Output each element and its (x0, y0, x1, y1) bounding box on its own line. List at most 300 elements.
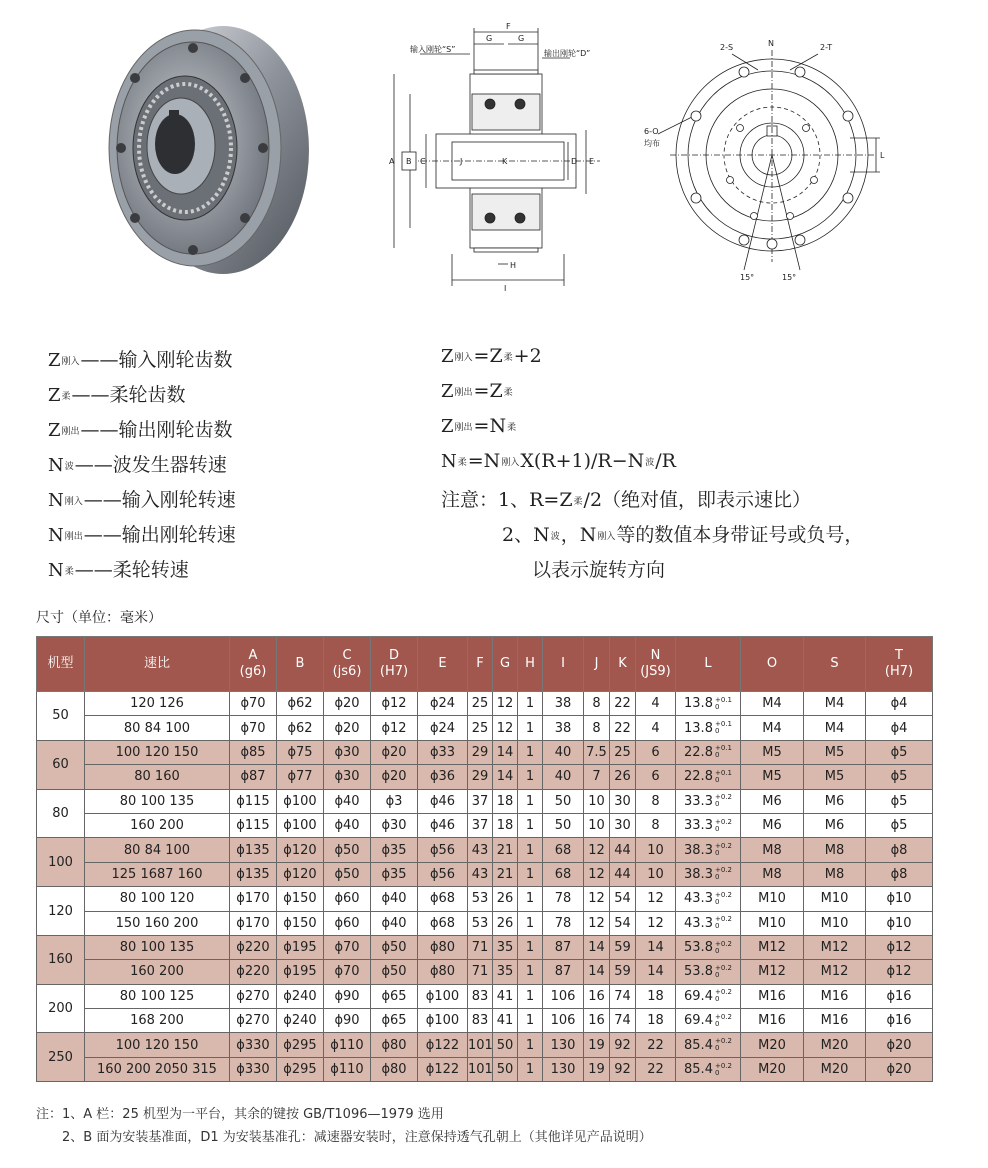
cell-h: 1 (518, 813, 543, 837)
cell-n: 12 (636, 911, 676, 935)
legend-subscript: 柔 (61, 392, 71, 402)
cell-a: ϕ115 (230, 789, 277, 813)
legend-item (48, 555, 189, 582)
cell-t: ϕ8 (866, 862, 933, 886)
cell-j: 7.5 (584, 740, 610, 764)
cell-t: ϕ5 (866, 789, 933, 813)
cell-f: 43 (468, 862, 493, 886)
cell-b: ϕ240 (277, 984, 324, 1008)
table-row (37, 960, 933, 984)
dim-label-b: B (406, 157, 412, 166)
formula-1: Z刚入=Z柔+2 (441, 345, 542, 367)
cell-d: ϕ50 (371, 960, 418, 984)
cell-n: 4 (636, 692, 676, 716)
cell-i: 68 (543, 862, 584, 886)
cell-b: ϕ120 (277, 838, 324, 862)
ratio-cell: 150 160 200 (85, 911, 230, 935)
cell-b: ϕ62 (277, 692, 324, 716)
legend-text: ——波发生器转速 (74, 454, 227, 476)
ratio-cell: 80 100 135 (85, 935, 230, 959)
cell-o: M12 (741, 935, 804, 959)
cell-c: ϕ30 (324, 740, 371, 764)
cell-s: M8 (804, 838, 866, 862)
model-cell: 80 (37, 789, 85, 838)
cell-e: ϕ24 (418, 716, 468, 740)
legend-item (48, 520, 236, 547)
cell-d: ϕ35 (371, 862, 418, 886)
cell-l: 69.4 +0.2 0 (676, 984, 741, 1008)
cell-c: ϕ110 (324, 1033, 371, 1057)
cell-e: ϕ46 (418, 813, 468, 837)
table-row (37, 838, 933, 862)
cell-d: ϕ3 (371, 789, 418, 813)
cell-k: 22 (610, 716, 636, 740)
cell-a: ϕ70 (230, 692, 277, 716)
section-drawing (390, 18, 610, 300)
cell-e: ϕ100 (418, 1009, 468, 1033)
cell-j: 8 (584, 716, 610, 740)
legend-subscript: 波 (64, 462, 74, 472)
cell-f: 71 (468, 960, 493, 984)
cell-j: 12 (584, 838, 610, 862)
cell-f: 83 (468, 984, 493, 1008)
cell-i: 50 (543, 813, 584, 837)
column-header: 速比 (85, 637, 230, 692)
cell-l: 13.8 +0.1 0 (676, 692, 741, 716)
cell-i: 87 (543, 960, 584, 984)
column-header: C (js6) (324, 637, 371, 692)
cell-o: M20 (741, 1033, 804, 1057)
cell-k: 59 (610, 960, 636, 984)
cell-b: ϕ150 (277, 887, 324, 911)
cell-l: 69.4 +0.2 0 (676, 1009, 741, 1033)
cell-b: ϕ75 (277, 740, 324, 764)
formula-3: Z刚出=N柔 (441, 415, 517, 437)
legend-symbol: N (48, 455, 64, 476)
cell-n: 22 (636, 1057, 676, 1081)
cell-f: 43 (468, 838, 493, 862)
cell-k: 26 (610, 765, 636, 789)
legend-subscript: 柔 (64, 567, 74, 577)
dim-label-k: K (502, 157, 508, 166)
cell-i: 106 (543, 1009, 584, 1033)
cell-k: 92 (610, 1057, 636, 1081)
legend-subscript: 刚出 (61, 427, 80, 437)
cell-s: M4 (804, 716, 866, 740)
cell-e: ϕ122 (418, 1057, 468, 1081)
column-header: G (493, 637, 518, 692)
cell-s: M10 (804, 887, 866, 911)
cell-k: 30 (610, 789, 636, 813)
cell-g: 14 (493, 765, 518, 789)
cell-d: ϕ65 (371, 1009, 418, 1033)
cell-b: ϕ100 (277, 789, 324, 813)
column-header: I (543, 637, 584, 692)
cell-c: ϕ40 (324, 813, 371, 837)
cell-n: 14 (636, 960, 676, 984)
cell-g: 12 (493, 716, 518, 740)
legend-text: ——输出刚轮齿数 (80, 419, 233, 441)
legend-symbol: Z (48, 385, 61, 406)
cell-o: M20 (741, 1057, 804, 1081)
label-evenly: 均布 (644, 139, 660, 148)
cell-f: 71 (468, 935, 493, 959)
cell-d: ϕ80 (371, 1057, 418, 1081)
column-header: L (676, 637, 741, 692)
cell-d: ϕ12 (371, 716, 418, 740)
cell-n: 6 (636, 740, 676, 764)
cell-c: ϕ70 (324, 960, 371, 984)
cell-j: 16 (584, 984, 610, 1008)
cell-s: M6 (804, 789, 866, 813)
cell-e: ϕ80 (418, 960, 468, 984)
cell-n: 6 (636, 765, 676, 789)
ratio-cell: 160 200 2050 315 (85, 1057, 230, 1081)
cell-i: 40 (543, 740, 584, 764)
column-header: F (468, 637, 493, 692)
note-2: 2、N波，N刚入等的数值本身带证号或负号， (502, 524, 864, 546)
cell-c: ϕ50 (324, 838, 371, 862)
column-header: B (277, 637, 324, 692)
label-output-ring: 输出刚轮“D” (544, 49, 591, 58)
cell-e: ϕ56 (418, 838, 468, 862)
cell-f: 29 (468, 765, 493, 789)
cell-i: 106 (543, 984, 584, 1008)
cell-l: 22.8 +0.1 0 (676, 765, 741, 789)
ratio-cell: 80 84 100 (85, 838, 230, 862)
cell-k: 54 (610, 887, 636, 911)
cell-c: ϕ50 (324, 862, 371, 886)
cell-g: 26 (493, 911, 518, 935)
cell-f: 53 (468, 887, 493, 911)
cell-f: 53 (468, 911, 493, 935)
cell-j: 12 (584, 862, 610, 886)
cell-a: ϕ85 (230, 740, 277, 764)
cell-a: ϕ270 (230, 984, 277, 1008)
note-1: 注意：1、R=Z柔/2（绝对值，即表示速比） (441, 489, 812, 511)
legend-text: ——输出刚轮转速 (83, 524, 236, 546)
ratio-cell: 80 84 100 (85, 716, 230, 740)
dim-label-a: A (389, 157, 395, 166)
dim-label-j: J (460, 157, 463, 166)
cell-t: ϕ8 (866, 838, 933, 862)
ratio-cell: 80 100 135 (85, 789, 230, 813)
cell-a: ϕ220 (230, 960, 277, 984)
cell-h: 1 (518, 716, 543, 740)
cell-g: 21 (493, 862, 518, 886)
cell-e: ϕ46 (418, 789, 468, 813)
table-row (37, 887, 933, 911)
cell-o: M8 (741, 862, 804, 886)
cell-a: ϕ115 (230, 813, 277, 837)
cell-g: 18 (493, 789, 518, 813)
cell-i: 130 (543, 1057, 584, 1081)
table-row (37, 692, 933, 716)
cell-n: 4 (636, 716, 676, 740)
cell-d: ϕ20 (371, 740, 418, 764)
cell-k: 54 (610, 911, 636, 935)
legend-symbol: Z (48, 420, 61, 441)
cell-s: M5 (804, 765, 866, 789)
cell-e: ϕ68 (418, 911, 468, 935)
table-row (37, 765, 933, 789)
cell-n: 18 (636, 984, 676, 1008)
cell-l: 33.3 +0.2 0 (676, 789, 741, 813)
cell-f: 25 (468, 716, 493, 740)
cell-s: M12 (804, 960, 866, 984)
cell-d: ϕ30 (371, 813, 418, 837)
cell-n: 12 (636, 887, 676, 911)
cell-d: ϕ40 (371, 887, 418, 911)
legend-text: ——输入刚轮齿数 (80, 349, 233, 371)
cell-j: 7 (584, 765, 610, 789)
legend-symbol: N (48, 560, 64, 581)
table-caption: 尺寸（单位：毫米） (36, 610, 162, 626)
legend-item (48, 450, 227, 477)
cell-g: 35 (493, 960, 518, 984)
cell-g: 41 (493, 1009, 518, 1033)
cell-j: 19 (584, 1057, 610, 1081)
cell-t: ϕ4 (866, 692, 933, 716)
cell-s: M5 (804, 740, 866, 764)
cell-h: 1 (518, 887, 543, 911)
cell-g: 14 (493, 740, 518, 764)
model-cell: 100 (37, 838, 85, 887)
legend-text: ——柔轮转速 (74, 559, 189, 581)
cell-n: 14 (636, 935, 676, 959)
cell-g: 50 (493, 1033, 518, 1057)
cell-h: 1 (518, 862, 543, 886)
cell-j: 12 (584, 911, 610, 935)
cell-h: 1 (518, 1057, 543, 1081)
cell-k: 44 (610, 838, 636, 862)
legend-item (48, 345, 233, 372)
label-2s: 2-S (720, 43, 734, 52)
cell-g: 26 (493, 887, 518, 911)
cell-l: 53.8 +0.2 0 (676, 960, 741, 984)
table-row (37, 789, 933, 813)
column-header: D (H7) (371, 637, 418, 692)
cell-t: ϕ20 (866, 1033, 933, 1057)
cell-h: 1 (518, 935, 543, 959)
ratio-cell: 125 1687 160 (85, 862, 230, 886)
cell-o: M10 (741, 887, 804, 911)
table-row (37, 716, 933, 740)
cell-f: 37 (468, 813, 493, 837)
legend-item (48, 415, 233, 442)
dim-label-f: F (506, 22, 511, 31)
cell-k: 92 (610, 1033, 636, 1057)
legend-text: ——柔轮齿数 (71, 384, 186, 406)
cell-b: ϕ62 (277, 716, 324, 740)
cell-t: ϕ16 (866, 984, 933, 1008)
cell-j: 8 (584, 692, 610, 716)
cell-d: ϕ80 (371, 1033, 418, 1057)
label-n: N (768, 39, 774, 48)
cell-h: 1 (518, 1033, 543, 1057)
cell-e: ϕ36 (418, 765, 468, 789)
cell-g: 21 (493, 838, 518, 862)
table-row (37, 862, 933, 886)
ratio-cell: 120 126 (85, 692, 230, 716)
formula-2: Z刚出=Z柔 (441, 380, 513, 402)
cell-s: M8 (804, 862, 866, 886)
cell-j: 12 (584, 887, 610, 911)
cell-n: 18 (636, 1009, 676, 1033)
cell-i: 38 (543, 692, 584, 716)
cell-l: 38.3 +0.2 0 (676, 862, 741, 886)
cell-i: 50 (543, 789, 584, 813)
legend-subscript: 刚入 (64, 497, 83, 507)
cell-n: 8 (636, 789, 676, 813)
cell-a: ϕ135 (230, 838, 277, 862)
legend-item (48, 485, 236, 512)
dim-label-g1: G (486, 34, 493, 43)
cell-h: 1 (518, 838, 543, 862)
cell-b: ϕ120 (277, 862, 324, 886)
formula-4: N柔=N刚入X(R+1)/R−N波/R (441, 450, 676, 472)
cell-t: ϕ20 (866, 1057, 933, 1081)
cell-o: M6 (741, 813, 804, 837)
cell-g: 35 (493, 935, 518, 959)
note-3: 以表示旋转方向 (532, 559, 666, 581)
cell-h: 1 (518, 740, 543, 764)
cell-d: ϕ20 (371, 765, 418, 789)
cell-o: M6 (741, 789, 804, 813)
cell-n: 10 (636, 862, 676, 886)
table-row (37, 740, 933, 764)
model-cell: 50 (37, 692, 85, 741)
dim-label-l: L (880, 151, 885, 160)
cell-h: 1 (518, 911, 543, 935)
cell-o: M12 (741, 960, 804, 984)
cell-a: ϕ330 (230, 1057, 277, 1081)
cell-b: ϕ295 (277, 1033, 324, 1057)
cell-i: 78 (543, 911, 584, 935)
cell-k: 74 (610, 984, 636, 1008)
legend-subscript: 刚出 (64, 532, 83, 542)
label-6o: 6-O (644, 127, 659, 136)
cell-s: M4 (804, 692, 866, 716)
cell-o: M8 (741, 838, 804, 862)
cell-j: 14 (584, 960, 610, 984)
cell-j: 10 (584, 813, 610, 837)
cell-b: ϕ240 (277, 1009, 324, 1033)
cell-c: ϕ90 (324, 984, 371, 1008)
cell-c: ϕ30 (324, 765, 371, 789)
cell-b: ϕ295 (277, 1057, 324, 1081)
cell-c: ϕ90 (324, 1009, 371, 1033)
cell-h: 1 (518, 692, 543, 716)
cell-t: ϕ5 (866, 813, 933, 837)
table-row (37, 813, 933, 837)
cell-t: ϕ12 (866, 960, 933, 984)
dim-label-i: I (504, 284, 507, 293)
cell-l: 85.4 +0.2 0 (676, 1033, 741, 1057)
cell-t: ϕ5 (866, 765, 933, 789)
cell-s: M20 (804, 1033, 866, 1057)
cell-a: ϕ135 (230, 862, 277, 886)
cell-d: ϕ12 (371, 692, 418, 716)
dimension-table (36, 636, 933, 1082)
cell-s: M16 (804, 984, 866, 1008)
cell-f: 101 (468, 1057, 493, 1081)
dim-label-d: D (571, 157, 578, 166)
dim-label-h: H (510, 261, 517, 270)
cell-g: 50 (493, 1057, 518, 1081)
cell-b: ϕ100 (277, 813, 324, 837)
cell-g: 12 (493, 692, 518, 716)
cell-o: M5 (741, 765, 804, 789)
cell-o: M4 (741, 692, 804, 716)
column-header: S (804, 637, 866, 692)
dim-label-g2: G (518, 34, 525, 43)
cell-s: M16 (804, 1009, 866, 1033)
legend-symbol: N (48, 490, 64, 511)
table-row (37, 1057, 933, 1081)
model-cell: 160 (37, 935, 85, 984)
cell-i: 130 (543, 1033, 584, 1057)
legend-symbol: Z (48, 350, 61, 371)
cell-f: 101 (468, 1033, 493, 1057)
cell-a: ϕ170 (230, 887, 277, 911)
cell-n: 8 (636, 813, 676, 837)
cell-o: M5 (741, 740, 804, 764)
cell-n: 22 (636, 1033, 676, 1057)
cell-t: ϕ16 (866, 1009, 933, 1033)
angle-label-right: 15° (782, 273, 797, 282)
ratio-cell: 100 120 150 (85, 1033, 230, 1057)
cell-c: ϕ60 (324, 887, 371, 911)
cell-l: 22.8 +0.1 0 (676, 740, 741, 764)
label-2t: 2-T (820, 43, 833, 52)
cell-h: 1 (518, 765, 543, 789)
cell-t: ϕ5 (866, 740, 933, 764)
cell-i: 38 (543, 716, 584, 740)
cell-l: 85.4 +0.2 0 (676, 1057, 741, 1081)
cell-j: 10 (584, 789, 610, 813)
column-header: H (518, 637, 543, 692)
dim-label-e: E (589, 157, 595, 166)
cell-i: 87 (543, 935, 584, 959)
cell-c: ϕ110 (324, 1057, 371, 1081)
cell-e: ϕ33 (418, 740, 468, 764)
cell-h: 1 (518, 789, 543, 813)
end-view-drawing (640, 30, 890, 300)
cell-t: ϕ12 (866, 935, 933, 959)
legend-item (48, 380, 186, 407)
cell-d: ϕ40 (371, 911, 418, 935)
cell-c: ϕ70 (324, 935, 371, 959)
table-header-row (37, 637, 933, 692)
ratio-cell: 100 120 150 (85, 740, 230, 764)
cell-k: 25 (610, 740, 636, 764)
cell-k: 30 (610, 813, 636, 837)
ratio-cell: 160 200 (85, 960, 230, 984)
footnote-2: 2、B 面为安装基准面，D1 为安装基准孔：减速器安装时，注意保持透气孔朝上（其他详见产品说明） (62, 1130, 652, 1145)
cell-e: ϕ80 (418, 935, 468, 959)
cell-l: 43.3 +0.2 0 (676, 887, 741, 911)
cell-o: M4 (741, 716, 804, 740)
cell-a: ϕ270 (230, 1009, 277, 1033)
cell-o: M10 (741, 911, 804, 935)
cell-i: 68 (543, 838, 584, 862)
cell-a: ϕ220 (230, 935, 277, 959)
cell-s: M12 (804, 935, 866, 959)
cell-l: 13.8 +0.1 0 (676, 716, 741, 740)
table-row (37, 1009, 933, 1033)
cell-j: 16 (584, 1009, 610, 1033)
